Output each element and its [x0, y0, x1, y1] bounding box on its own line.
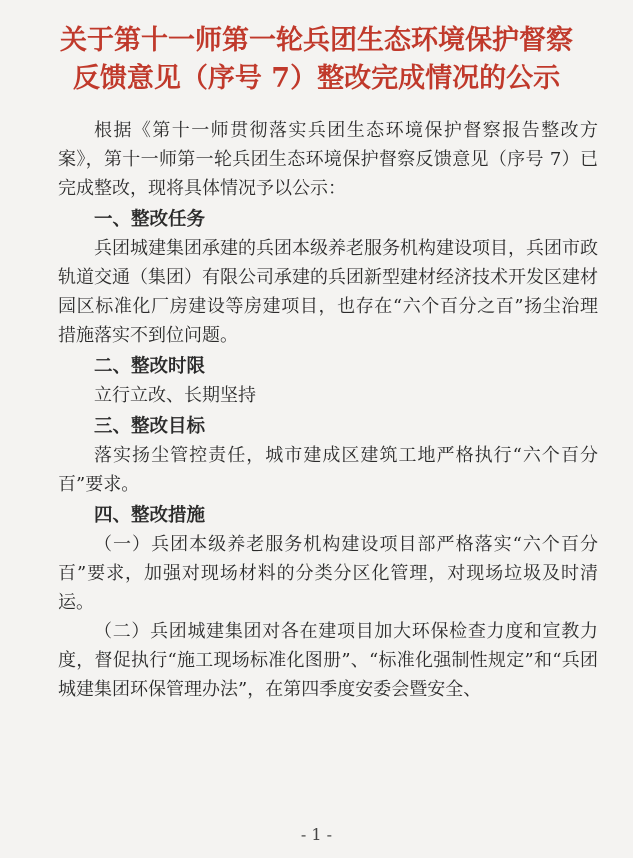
section-heading-deadline: 二、整改时限: [94, 356, 206, 377]
document-title: [0, 22, 633, 98]
title-line-2: 反馈意见（序号 7）整改完成情况的公示: [72, 63, 561, 94]
measures-paragraph-1: （一）兵团本级养老服务机构建设项目部严格落实“六个百分百”要求，加强对现场材料的分类分区化管理，对现场垃圾及时清运。: [58, 534, 598, 613]
section-heading-measures: 四、整改措施: [94, 505, 206, 526]
title-line-1: 关于第十一师第一轮兵团生态环境保护督察: [60, 25, 573, 56]
goal-paragraph: 落实扬尘管控责任，城市建成区建筑工地严格执行“六个百分百”要求。: [58, 445, 598, 495]
section-heading-goal: 三、整改目标: [94, 416, 206, 437]
page-number: - 1 -: [300, 825, 333, 844]
tasks-paragraph: 兵团城建集团承建的兵团本级养老服务机构建设项目，兵团市政轨道交通（集团）有限公司承建的兵团新型建材经济技术开发区建材园区标准化厂房建设等房建项目，也存在“六个百分之百”扬尘治理措施落实不到位问题。: [58, 238, 598, 346]
document-body: [58, 116, 598, 704]
section-heading-tasks: 一、整改任务: [94, 209, 206, 230]
measures-paragraph-2: （二）兵团城建集团对各在建项目加大环保检查力度和宣教力度，督促执行“施工现场标准化图册”、“标准化强制性规定”和“兵团城建集团环保管理办法”，在第四季度安委会暨安全、: [58, 621, 598, 700]
deadline-paragraph: 立行立改、长期坚持: [94, 385, 256, 406]
intro-paragraph: 根据《第十一师贯彻落实兵团生态环境保护督察报告整改方案》，第十一师第一轮兵团生态环境保护督察反馈意见（序号 7）已完成整改，现将具体情况予以公示：: [58, 120, 598, 199]
